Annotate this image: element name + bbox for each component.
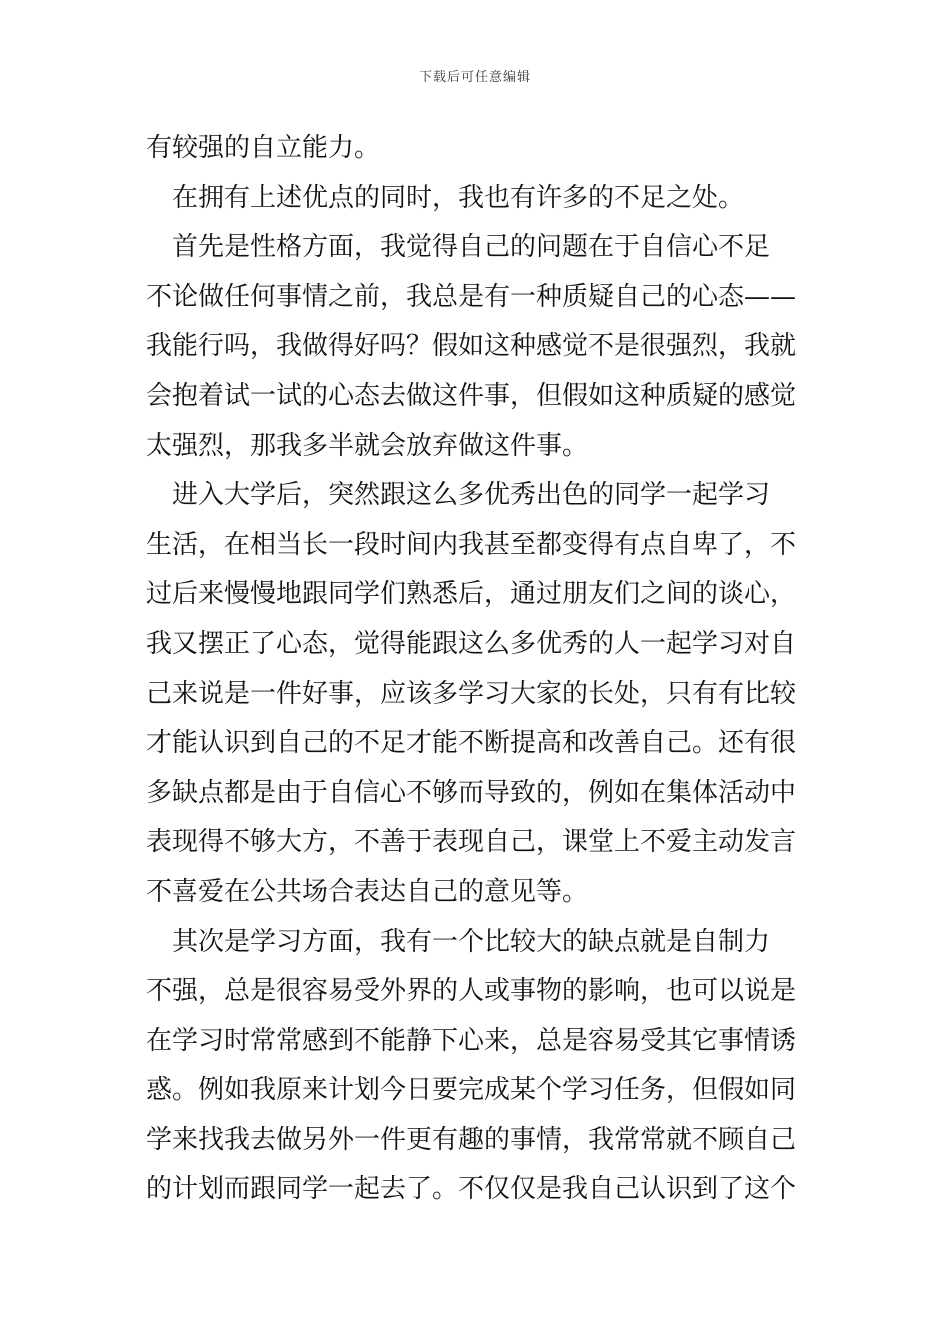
text-line: 我能行吗，我做得好吗？假如这种感觉不是很强烈，我就 [146, 331, 797, 362]
text-line: 不强，总是很容易受外界的人或事物的影响，也可以说是 [146, 976, 797, 1007]
text-line: 惑。例如我原来计划今日要完成某个学习任务，但假如同 [146, 1075, 797, 1106]
text-line: 在学习时常常感到不能静下心来，总是容易受其它事情诱 [146, 1025, 797, 1056]
text-line: 在拥有上述优点的同时，我也有许多的不足之处。 [146, 182, 745, 213]
text-line: 己来说是一件好事，应该多学习大家的长处，只有有比较 [146, 678, 797, 709]
text-line: 不喜爱在公共场合表达自己的意见等。 [146, 876, 589, 907]
text-line: 太强烈，那我多半就会放弃做这件事。 [146, 430, 589, 461]
text-line: 进入大学后，突然跟这么多优秀出色的同学一起学习 [146, 480, 771, 511]
text-line: 会抱着试一试的心态去做这件事，但假如这种质疑的感觉 [146, 380, 797, 411]
text-line: 多缺点都是由于自信心不够而导致的，例如在集体活动中 [146, 777, 797, 808]
text-line: 其次是学习方面，我有一个比较大的缺点就是自制力 [146, 926, 771, 957]
text-line: 的计划而跟同学一起去了。不仅仅是我自己认识到了这个 [146, 1174, 797, 1205]
text-line: 过后来慢慢地跟同学们熟悉后，通过朋友们之间的谈心， [146, 579, 797, 610]
text-line: 才能认识到自己的不足才能不断提高和改善自己。还有很 [146, 728, 797, 759]
page-header: 下载后可任意编辑 [418, 70, 531, 85]
text-line: 有较强的自立能力。 [146, 133, 381, 163]
text-line: 我又摆正了心态，觉得能跟这么多优秀的人一起学习对自 [146, 628, 797, 659]
text-line: 学来找我去做另外一件更有趣的事情，我常常就不顾自己 [146, 1124, 797, 1155]
body-text [146, 124, 811, 1215]
text-line: 表现得不够大方，不善于表现自己，课堂上不爱主动发言 [146, 827, 797, 858]
text-line: 首先是性格方面，我觉得自己的问题在于自信心不足 [146, 232, 771, 263]
text-line: 不论做任何事情之前，我总是有一种质疑自己的心态—— [146, 281, 797, 312]
text-line: 生活，在相当长一段时间内我甚至都变得有点自卑了，不 [146, 529, 797, 560]
